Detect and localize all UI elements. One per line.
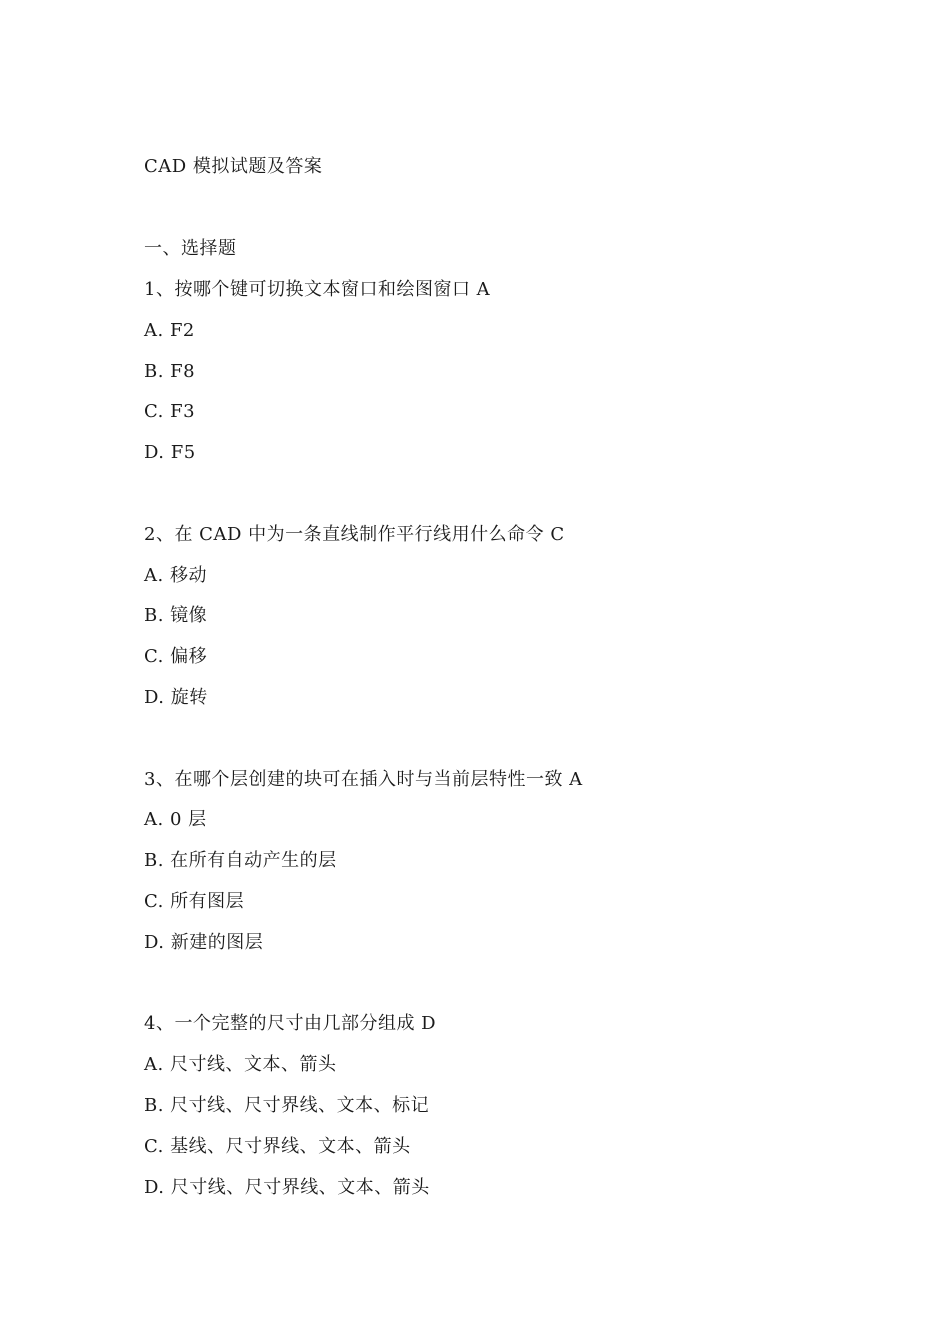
question-2-option-a: A. 移动 [144, 565, 207, 586]
question-4-stem: 4、一个完整的尺寸由几部分组成 D [144, 1013, 437, 1034]
document-title: CAD 模拟试题及答案 [144, 156, 323, 177]
question-1-option-d: D. F5 [144, 442, 196, 463]
question-1-option-b: B. F8 [144, 361, 196, 382]
question-3-option-d: D. 新建的图层 [144, 932, 264, 953]
question-3-option-b: B. 在所有自动产生的层 [144, 850, 337, 871]
question-2-option-b: B. 镜像 [144, 605, 208, 626]
question-3-option-c: C. 所有图层 [144, 891, 245, 912]
section-heading: 一、选择题 [144, 238, 237, 259]
question-4-option-d: D. 尺寸线、尺寸界线、文本、箭头 [144, 1177, 430, 1198]
question-2-stem: 2、在 CAD 中为一条直线制作平行线用什么命令 C [144, 524, 565, 545]
question-3-stem: 3、在哪个层创建的块可在插入时与当前层特性一致 A [144, 769, 583, 790]
question-1-option-c: C. F3 [144, 401, 196, 422]
question-1-option-a: A. F2 [144, 320, 195, 341]
question-1-stem: 1、按哪个键可切换文本窗口和绘图窗口 A [144, 279, 491, 300]
question-4-option-b: B. 尺寸线、尺寸界线、文本、标记 [144, 1095, 430, 1116]
question-2-option-d: D. 旋转 [144, 687, 208, 708]
question-3-option-a: A. 0 层 [144, 809, 207, 830]
question-4-option-c: C. 基线、尺寸界线、文本、箭头 [144, 1136, 411, 1157]
question-4-option-a: A. 尺寸线、文本、箭头 [144, 1054, 337, 1075]
question-2-option-c: C. 偏移 [144, 646, 208, 667]
